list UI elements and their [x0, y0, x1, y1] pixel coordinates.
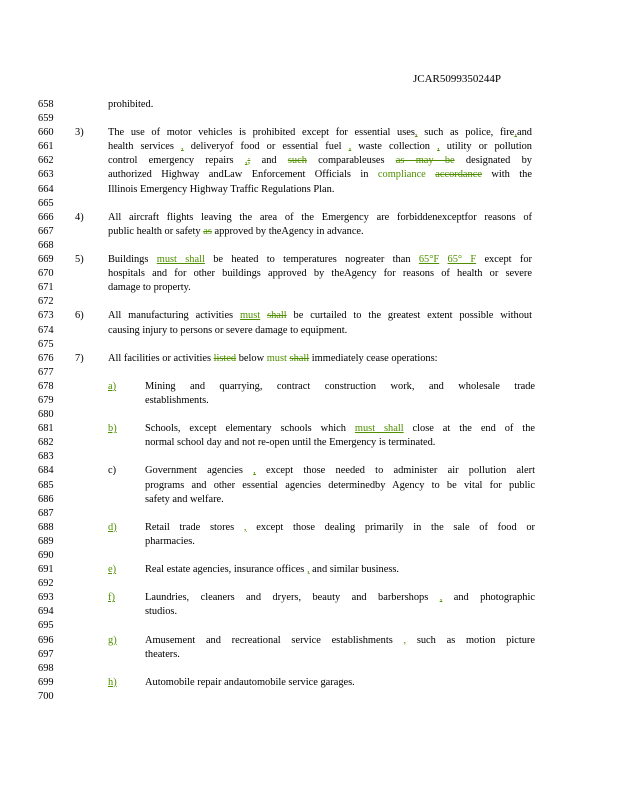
item-marker: 5) — [75, 254, 84, 266]
line-number: 697 — [38, 648, 54, 660]
text-run: establishments. — [145, 394, 209, 406]
line-number: 698 — [38, 662, 54, 674]
document-line — [0, 676, 618, 690]
text-run: All manufacturing activities — [108, 310, 240, 322]
text-run: programs and other essential agencies determined — [145, 479, 376, 491]
text-run: Retail trade stores — [145, 521, 244, 533]
line-number: 696 — [38, 634, 54, 646]
line-text — [108, 281, 532, 295]
text-run: and — [517, 127, 533, 139]
line-text — [145, 535, 535, 549]
document-line — [0, 563, 618, 577]
text-run: delivery — [183, 141, 225, 153]
line-number: 673 — [38, 310, 54, 322]
text-run: except those needed to administer air pollution alert — [255, 465, 535, 477]
document-line — [0, 479, 618, 493]
deleted-text: listed — [213, 352, 237, 364]
line-text — [108, 168, 532, 182]
line-number: 699 — [38, 676, 54, 688]
text-run: for reasons of — [464, 211, 532, 223]
deleted-text: ; — [247, 155, 251, 167]
text-run: designated by — [454, 155, 532, 167]
inserted-text: , — [414, 127, 418, 139]
document-line — [0, 112, 618, 126]
line-text — [108, 267, 532, 281]
text-run: The use of motor vehicles is prohibited except for essential uses — [108, 127, 415, 139]
document-body — [0, 98, 618, 704]
text-run: hospitals and for other buildings approved by the — [108, 268, 345, 280]
document-line — [0, 662, 618, 676]
item-marker: 4) — [75, 211, 84, 223]
line-number: 672 — [38, 296, 54, 308]
document-line — [0, 225, 618, 239]
text-run: Buildings — [108, 254, 157, 266]
text-run: Government agencies — [145, 465, 254, 477]
line-number: 674 — [38, 324, 54, 336]
text-run: normal school day and not re-open until the Emergency is terminated. — [145, 437, 436, 449]
subitem-marker: d) — [108, 521, 117, 533]
text-run: control emergency repairs — [108, 155, 245, 167]
text-run: utility or pollution — [439, 141, 532, 153]
text-run: and — [250, 155, 288, 167]
text-run: approved by the — [211, 225, 282, 237]
document-id: JCAR5099350244P — [413, 73, 502, 85]
text-run: and similar business. — [309, 564, 400, 576]
document-line — [0, 98, 618, 112]
subitem-marker: h) — [108, 676, 117, 688]
line-number: 700 — [38, 690, 54, 702]
line-number: 685 — [38, 479, 54, 491]
line-number: 670 — [38, 268, 54, 280]
text-run: theaters. — [145, 648, 180, 660]
text-run: causing injury to persons or severe damage to equipment. — [108, 324, 348, 336]
inserted-text: must — [266, 352, 287, 364]
text-run: damage to property. — [108, 282, 191, 294]
text-run: with the — [481, 169, 532, 181]
text-run: Real estate agencies, insurance offices — [145, 564, 307, 576]
document-line — [0, 168, 618, 182]
text-run: Illinois Emergency Highway Traffic Regulations Plan. — [108, 183, 335, 195]
line-text — [108, 183, 532, 197]
line-text — [145, 563, 535, 577]
deleted-text: such — [287, 155, 307, 167]
text-run: uses — [366, 155, 385, 167]
text-run: Laundries, cleaners and dryers, beauty and barbershops — [145, 592, 440, 604]
line-number: 693 — [38, 592, 54, 604]
document-line — [0, 126, 618, 140]
line-number: 691 — [38, 564, 54, 576]
line-number: 676 — [38, 352, 54, 364]
text-run: by Agency to be vital for public — [375, 479, 535, 491]
document-line — [0, 211, 618, 225]
document-line — [0, 352, 618, 366]
text-run: Agency for reasons of health or severe — [344, 268, 532, 280]
document-line — [0, 338, 618, 352]
line-text — [108, 126, 532, 140]
line-number: 687 — [38, 507, 54, 519]
line-number: 664 — [38, 183, 54, 195]
document-line — [0, 549, 618, 563]
document-line — [0, 436, 618, 450]
item-marker: 7) — [75, 352, 84, 364]
line-number: 671 — [38, 282, 54, 294]
text-run: waste collection — [351, 141, 438, 153]
line-text — [145, 380, 535, 394]
subitem-marker: b) — [108, 423, 117, 435]
line-number: 666 — [38, 211, 54, 223]
text-run: greater than — [355, 254, 419, 266]
document-line — [0, 535, 618, 549]
line-text — [145, 493, 535, 507]
text-run: Automobile repair and — [145, 676, 240, 688]
text-run: of — [224, 141, 234, 153]
line-number: 660 — [38, 127, 54, 139]
document-line — [0, 493, 618, 507]
line-text — [108, 352, 532, 366]
inserted-text: , — [244, 155, 248, 167]
inserted-text: , — [243, 521, 247, 533]
inserted-text: , — [439, 592, 443, 604]
document-line — [0, 507, 618, 521]
document-line — [0, 605, 618, 619]
text-run: Schools, except elementary schools which — [145, 423, 355, 435]
line-number: 686 — [38, 493, 54, 505]
line-text — [108, 324, 532, 338]
line-number: 663 — [38, 169, 54, 181]
text-run: and photographic — [442, 592, 535, 604]
text-run — [385, 155, 396, 166]
line-text — [145, 634, 535, 648]
subitem-marker: g) — [108, 634, 117, 646]
text-run: safety and welfare. — [145, 493, 224, 505]
document-line — [0, 140, 618, 154]
document-line — [0, 422, 618, 436]
item-marker: 3) — [75, 127, 84, 139]
document-line — [0, 295, 618, 309]
inserted-text: compliance — [377, 169, 426, 181]
text-run — [439, 254, 447, 265]
line-text — [145, 648, 535, 662]
text-run: pharmacies. — [145, 535, 195, 547]
line-number: 692 — [38, 578, 54, 590]
line-text — [108, 154, 532, 168]
line-text — [145, 605, 535, 619]
line-number: 682 — [38, 437, 54, 449]
line-number: 667 — [38, 225, 54, 237]
text-run: except for — [476, 254, 532, 266]
line-number: 662 — [38, 155, 54, 167]
text-run: such as motion picture — [406, 634, 535, 646]
line-text — [108, 253, 532, 267]
line-number: 680 — [38, 409, 54, 421]
inserted-text: must — [239, 310, 261, 322]
text-run: Amusement and recreational service establishments — [145, 634, 404, 646]
document-line — [0, 591, 618, 605]
text-run: except those dealing primarily in the sale of food or — [246, 521, 536, 533]
document-line — [0, 408, 618, 422]
inserted-text: must shall — [156, 254, 205, 266]
line-number: 681 — [38, 423, 54, 435]
line-number: 689 — [38, 535, 54, 547]
deleted-text: shall — [267, 310, 287, 322]
line-text — [145, 521, 535, 535]
line-text — [108, 309, 532, 323]
inserted-text: , — [437, 141, 440, 153]
line-number: 694 — [38, 606, 54, 618]
line-text — [145, 676, 535, 690]
document-line — [0, 183, 618, 197]
inserted-text: , — [514, 127, 517, 139]
deleted-text: as — [203, 225, 212, 237]
subitem-marker: a) — [108, 380, 117, 392]
text-run: Mining and quarrying, contract construction work, and wholesale trade — [145, 380, 535, 392]
text-run: Law Enforcement Officials in — [223, 169, 378, 181]
item-marker: 6) — [75, 310, 84, 322]
inserted-text: , — [306, 564, 310, 576]
text-run: close at the end of the — [403, 423, 535, 435]
document-line — [0, 309, 618, 323]
document-line — [0, 154, 618, 168]
deleted-text: accordance — [435, 169, 482, 181]
line-text — [108, 98, 532, 112]
document-line — [0, 619, 618, 633]
document-line — [0, 464, 618, 478]
document-line — [0, 394, 618, 408]
line-text — [145, 422, 535, 436]
document-line — [0, 253, 618, 267]
line-text — [145, 394, 535, 408]
text-run: Agency in advance. — [281, 225, 364, 237]
document-line — [0, 239, 618, 253]
document-line — [0, 690, 618, 704]
text-run: authorized Highway and — [108, 169, 224, 181]
inserted-text: , — [253, 465, 256, 477]
inserted-text: , — [181, 141, 184, 153]
text-run: All aircraft flights leaving the area of the Emergency are forbidden — [108, 211, 438, 223]
document-line — [0, 577, 618, 591]
deleted-text: shall — [289, 352, 310, 364]
subitem-marker: c) — [108, 465, 117, 477]
line-number: 665 — [38, 197, 54, 209]
line-number: 678 — [38, 380, 54, 392]
text-run: immediately cease operations: — [309, 352, 438, 364]
line-number: 668 — [38, 239, 54, 251]
document-line — [0, 450, 618, 464]
document-line — [0, 380, 618, 394]
deleted-text: as may be — [395, 155, 455, 167]
text-run: comparable — [306, 155, 367, 167]
document-line — [0, 634, 618, 648]
inserted-text: must shall — [354, 423, 404, 435]
inserted-text: 65° F — [447, 254, 477, 266]
text-run: studios. — [145, 606, 178, 618]
inserted-text: 65°F — [418, 254, 440, 266]
line-number: 658 — [38, 99, 54, 110]
text-run: health services — [108, 141, 182, 153]
line-number: 675 — [38, 338, 54, 350]
text-run: be curtailed to the greatest extent possible without — [286, 310, 533, 322]
document-line — [0, 521, 618, 535]
line-text — [108, 225, 532, 239]
text-run: below — [236, 352, 267, 364]
line-number: 683 — [38, 451, 54, 463]
text-run: except — [437, 211, 465, 223]
text-run: such as police, fire — [417, 127, 515, 139]
subitem-marker: f) — [108, 592, 115, 604]
text-run — [426, 169, 435, 180]
document-line — [0, 648, 618, 662]
line-text — [145, 479, 535, 493]
line-number: 695 — [38, 620, 54, 632]
document-line — [0, 267, 618, 281]
line-text — [108, 140, 532, 154]
inserted-text: , — [348, 141, 352, 153]
document-line — [0, 281, 618, 295]
document-line — [0, 197, 618, 211]
line-number: 677 — [38, 366, 54, 378]
text-run: All facilities or activities — [108, 352, 214, 364]
inserted-text: , — [403, 634, 407, 646]
line-number: 659 — [38, 113, 54, 125]
line-text — [145, 591, 535, 605]
text-run: prohibited. — [108, 99, 154, 110]
subitem-marker: e) — [108, 564, 117, 576]
line-number: 669 — [38, 254, 54, 266]
text-run: be heated to temperatures no — [204, 254, 356, 266]
line-number: 661 — [38, 141, 54, 153]
line-number: 688 — [38, 521, 54, 533]
line-number: 679 — [38, 394, 54, 406]
text-run: automobile service garages. — [239, 676, 355, 688]
document-line — [0, 324, 618, 338]
text-run: food or essential fuel — [233, 141, 349, 153]
line-number: 690 — [38, 550, 54, 561]
line-text — [145, 464, 535, 478]
document-line — [0, 366, 618, 380]
line-text — [108, 211, 532, 225]
line-text — [145, 436, 535, 450]
line-number: 684 — [38, 465, 54, 477]
text-run: public health or safety — [108, 225, 204, 237]
